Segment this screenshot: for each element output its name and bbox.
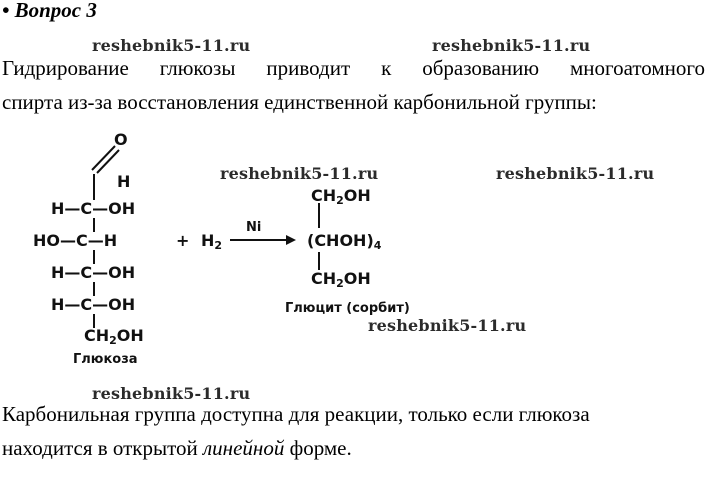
watermark: reshebnik5-11.ru — [432, 36, 591, 55]
watermark: reshebnik5-11.ru — [92, 36, 251, 55]
conclusion-line-1: Карбонильная группа доступна для реакции, только если глюкоза — [2, 402, 590, 426]
glucose-row-3: H—C—OH — [51, 263, 136, 282]
intro-line-1: Гидрирование глюкозы приводит к образованию многоатомного — [2, 56, 705, 80]
sorbitol-label: Глюцит (сорбит) — [285, 301, 410, 316]
glucose-oxygen: O — [114, 130, 128, 149]
question-heading: • Вопрос 3 — [2, 0, 97, 22]
watermark: reshebnik5-11.ru — [92, 384, 251, 403]
glucose-row-4: H—C—OH — [51, 295, 136, 314]
glucose-ch2oh: $CH_2OH$ — [84, 326, 144, 347]
watermark: reshebnik5-11.ru — [368, 316, 527, 335]
glucose-label: Глюкоза — [73, 352, 138, 367]
glucose-aldehyde-h: H — [117, 172, 131, 191]
glucose-row-1: H—C—OH — [51, 199, 136, 218]
watermark: reshebnik5-11.ru — [496, 164, 655, 183]
sorbitol-top-ch2oh: $CH_2OH$ — [311, 186, 371, 207]
sorbitol-chain: $(CHOH)_4$ — [307, 231, 382, 252]
intro-line-2: спирта из-за восстановления единственной карбонильной группы: — [2, 90, 597, 114]
watermark: reshebnik5-11.ru — [220, 164, 379, 183]
plus-sign: + — [176, 231, 190, 250]
catalyst-label: Ni — [246, 220, 262, 235]
conclusion-line-2: находится в открытой линейной форме. — [2, 436, 352, 460]
hydrogen-molecule: $H_2$ — [201, 231, 223, 252]
sorbitol-bottom-ch2oh: $CH_2OH$ — [311, 269, 371, 290]
conclusion-paragraph — [2, 397, 590, 465]
glucose-row-2: HO—C—H — [33, 231, 118, 250]
italic-word: линейной — [203, 436, 285, 460]
